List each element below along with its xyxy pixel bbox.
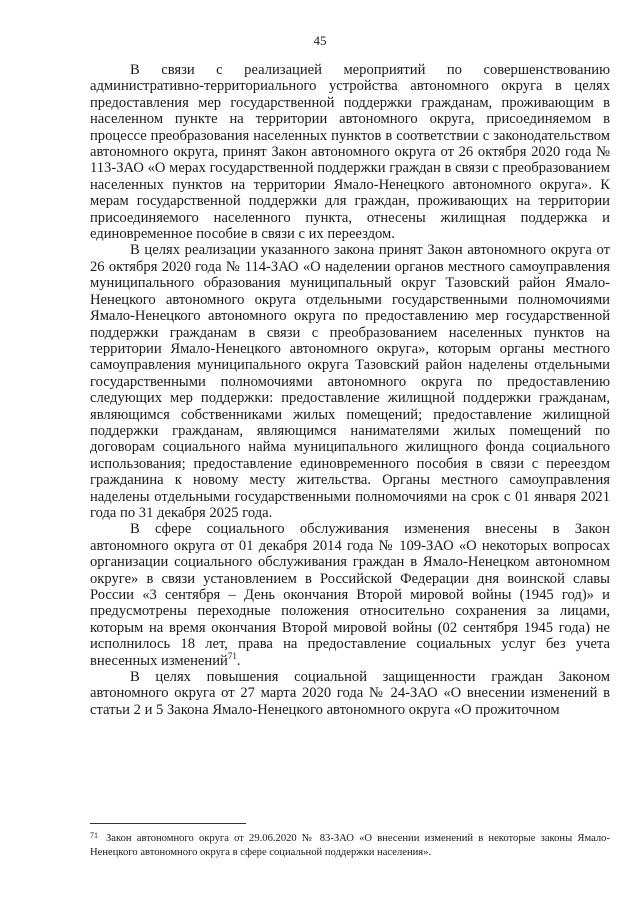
footnote-number: 71 xyxy=(90,831,98,840)
footnote-separator xyxy=(90,823,246,824)
paragraph-4: В целях повышения социальной защищенности граждан Законом автономного округа от 27 марта 2020 года № 24-ЗАО «О внесении изменений в статьи 2 и 5 Закона Ямало-Ненецкого автономного округа «О прожиточном xyxy=(90,669,610,718)
paragraph-3-text: В сфере социального обслуживания изменения внесены в Закон автономного округа от 01 декабря 2014 года № 109-ЗАО «О некоторых вопросах организации социального обслуживания граждан в Ямало-Ненецком автономном округе» в связи установлением в Российской Федерации дня воинской славы России «3 сентября – День окончания Второй мировой войны (1945 год)» и предусмотрены переходные положения относительно сохранения за лицами, которым на время окончания Второй мировой войны (02 сентября 1945 года) не исполнилось 18 лет, права на предоставление социальных услуг без учета внесенных изменений xyxy=(90,521,610,669)
paragraph-2: В целях реализации указанного закона принят Закон автономного округа от 26 октября 2020 года № 114-ЗАО «О наделении органов местного самоуправления муниципального образования муниципальный округ Тазовский район Ямало-Ненецкого автономного округа отдельными государственными полномочиями Ямало-Ненецкого автономного округа по предоставлению мер государственной поддержки гражданам в связи с преобразованием населенных пунктов на территории Ямало-Ненецкого автономного округа», которым органы местного самоуправления муниципального округа Тазовский район наделены отдельными государственными полномочиями автономного округа по предоставлению следующих мер поддержки: предоставление жилищной поддержки гражданам, являющимся собственниками жилых помещений; предоставление жилищной поддержки гражданам, являющимся нанимателями жилых помещений по договорам социального найма муниципального жилищного фонда социального использования; предоставление единовременного пособия в связи с переездом гражданина к новому месту жительства. Органы местного самоуправления наделены отдельными государственными полномочиями на срок с 01 января 2021 года по 31 декабря 2025 года. xyxy=(90,242,610,521)
footnote-reference: 71 xyxy=(227,650,237,661)
paragraph-3 xyxy=(90,521,610,669)
document-body xyxy=(90,62,610,718)
paragraph-3-tail: . xyxy=(236,652,241,669)
paragraph-1: В связи с реализацией мероприятий по совершенствованию административно-территориального устройства автономного округа в целях предоставления мер государственной поддержки гражданам, проживающим в населенном пункте на территории автономного округа, присоединяемом в процессе преобразования населенных пунктов в соответствии с законодательством автономного округа, принят Закон автономного округа от 26 октября 2020 года № 113-ЗАО «О мерах государственной поддержки граждан в связи с преобразованием населенных пунктов на территории Ямало-Ненецкого автономного округа». К мерам государственной поддержки для граждан, проживающих на территории присоединяемого населенного пункта, отнесены жилищная поддержка и единовременное пособие в связи с их переездом. xyxy=(90,62,610,243)
footnote-text: Закон автономного округа от 29.06.2020 № 83-ЗАО «О внесении изменений в некоторые законы Ямало-Ненецкого автономного округа в сфере социальной поддержки населения». xyxy=(90,833,610,858)
page-number: 45 xyxy=(313,33,327,48)
footnote xyxy=(90,829,610,860)
